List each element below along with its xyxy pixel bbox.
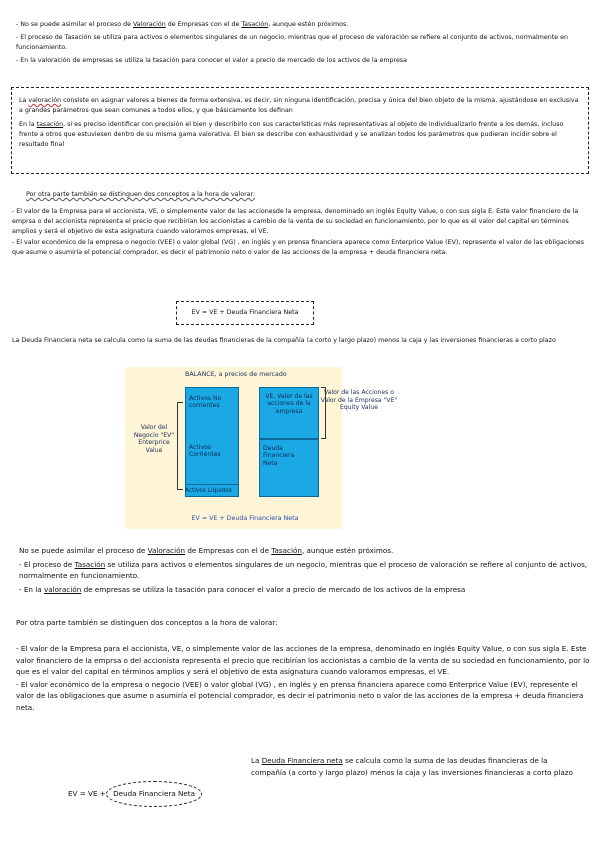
balance-ve-label: Valor de las Acciones o Valor de la Empresa "VE" Equity Value bbox=[320, 389, 398, 412]
section1-deuda-text: La Deuda Financiera neta se calcula como la suma de las deudas financieras de la compañía (a corto y largo plazo) menos la caja y las inversiones financieras a corto plazo bbox=[12, 337, 556, 344]
intro-bullet-3: - En la valoración de empresas se utiliza la tasación para conocer el valor a precio de mercado de los activos de la empresa bbox=[16, 57, 407, 64]
intro-bullet-1: - No se puede asimilar el proceso de Valoración de Empresas con el de Tasación, aunque estén próximos. bbox=[16, 21, 349, 28]
section2-ev-paragraph: - El valor económico de la empresa o negocio (VEE) o valor global (VG) , en inglés y en prensa financiera aparece como Enterprice Value (EV), represente el valor de las obligaciones que asume o asumiría el potencial comprador, es decir el patrimonio neto o valor de las acciones de la empresa + deuda financiera neta. bbox=[16, 679, 584, 712]
activos-corrientes-label: Activos Corrientes bbox=[189, 444, 221, 459]
section2-bullet-2: - El proceso de Tasación se utiliza para activos o elementos singulares de un negocio, mientras que el proceso de valoración se refiere al conjunto de activos, normalmente en funcionamiento. bbox=[19, 559, 588, 581]
balance-title: BALANCE, a precios de mercado bbox=[185, 371, 287, 378]
section1-formula: EV = VE + Deuda Financiera Neta bbox=[191, 309, 299, 316]
circled-deuda-financiera-neta: Deuda Financiera Neta bbox=[106, 781, 202, 807]
activos-no-corrientes-label: Activos No corrientes bbox=[189, 395, 222, 410]
activos-liquidos-label: Activos Líquidos bbox=[185, 488, 232, 494]
tasacion-definition: En la tasación, si es preciso identificar con precisión el bien y describirlo con sus características más representativas al objeto de individualizarlo frente a los demás, incluso frente a otros que estuviesen dentro de su misma gama valorativa. El bien se describe con exhaustividad y se analizan todos los parámetros que pudieran incidir sobre el resultado final bbox=[19, 121, 564, 148]
section2-formula: EV = VE + Deuda Financiera Neta bbox=[68, 781, 238, 807]
section1-ev-paragraph: - El valor económico de la empresa o negocio (VEE) o valor global (VG) , en inglés y en prensa financiera aparece como Enterprice Value (EV), represente el valor de las obligaciones que asume o asumiría el potencial comprador, es decir el patrimonio neto o valor de las acciones de la empresa + deuda financiera neta. bbox=[12, 239, 585, 256]
intro-bullets bbox=[16, 20, 590, 66]
section2-heading: Por otra parte también se distinguen dos conceptos a la hora de valorar: bbox=[16, 618, 278, 627]
section1-body bbox=[12, 207, 590, 258]
balance-ev-label: Valor del Negocio "EV" Enterprice Value bbox=[133, 424, 175, 454]
section2-deuda-text: La Deuda Financiera neta se calcula como la suma de las deudas financieras de la compañía (a corto y largo plazo) menos la caja y las inversiones financieras a corto plazo bbox=[251, 756, 573, 777]
balance-footer-formula: EV = VE + Deuda Financiera Neta bbox=[191, 515, 299, 522]
section1-formula-box bbox=[176, 301, 314, 325]
balance-diagram bbox=[125, 367, 398, 529]
intro-bullet-2: - El proceso de Tasación se utiliza para activos o elementos singulares de un negocio, mientras que el proceso de valoración se refiere al conjunto de activos, normalmente en funcionamiento. bbox=[16, 34, 568, 51]
section1-heading: Por otra parte también se distinguen dos conceptos a la hora de valorar: bbox=[26, 191, 256, 198]
section2-ve-paragraph: - El valor de la Empresa para el accionista, VE, o simplemente valor de las acciones de la empresa, denominado en inglés Equity Value, o con sus sigla E. Este valor financiero de la emprsa o del accionista representa el precio que recibirían los accionistas a cambio de la venta de su sociedad en funcionamiento, por lo que es el valor del capital en términos amplios y será el objetivo de esta asignatura cuando valoramos empresas, el VE. bbox=[16, 644, 590, 677]
section2-bullets bbox=[19, 545, 595, 595]
activos-divider bbox=[185, 484, 239, 485]
deuda-block-label: Deuda Financiera Neta bbox=[263, 445, 295, 467]
section1-ve-paragraph: - El valor de la Empresa para el accionista, VE, o simplemente valor de las accionesde la empresa, denominado en inglés Equity Value, o con sus sigla E. Este valor financiero de la emprsa o del accionista representa el precio que recibirían los accionistas a cambio de la venta de su sociedad en funcionamiento, por lo que es el valor del capital en términos amplios y será el objetivo de esta asignatura cuando valoramos empresas, el VE. bbox=[12, 208, 579, 235]
definitions-box bbox=[11, 87, 589, 174]
section2-body bbox=[16, 643, 592, 714]
valoracion-definition: La valoración consiste en asignar valores a bienes de forma extensiva, es decir, sin ninguna identificación, precisa y única del bien objeto de la misma, ajustándose en exclusiva a grandes parámetros que sean comunes a todos ellos, y que básicamente los definan bbox=[19, 97, 579, 114]
ve-block-label: VE, Valor de las acciones de la empresa bbox=[265, 393, 313, 415]
section2-bullet-1: No se puede asimilar el proceso de Valoración de Empresas con el de Tasación, aunque estén próximos. bbox=[19, 546, 394, 555]
section2-bullet-3: - En la valoración de empresas se utiliza la tasación para conocer el valor a precio de mercado de los activos de la empresa bbox=[19, 584, 466, 594]
balance-left-bracket bbox=[177, 402, 183, 490]
